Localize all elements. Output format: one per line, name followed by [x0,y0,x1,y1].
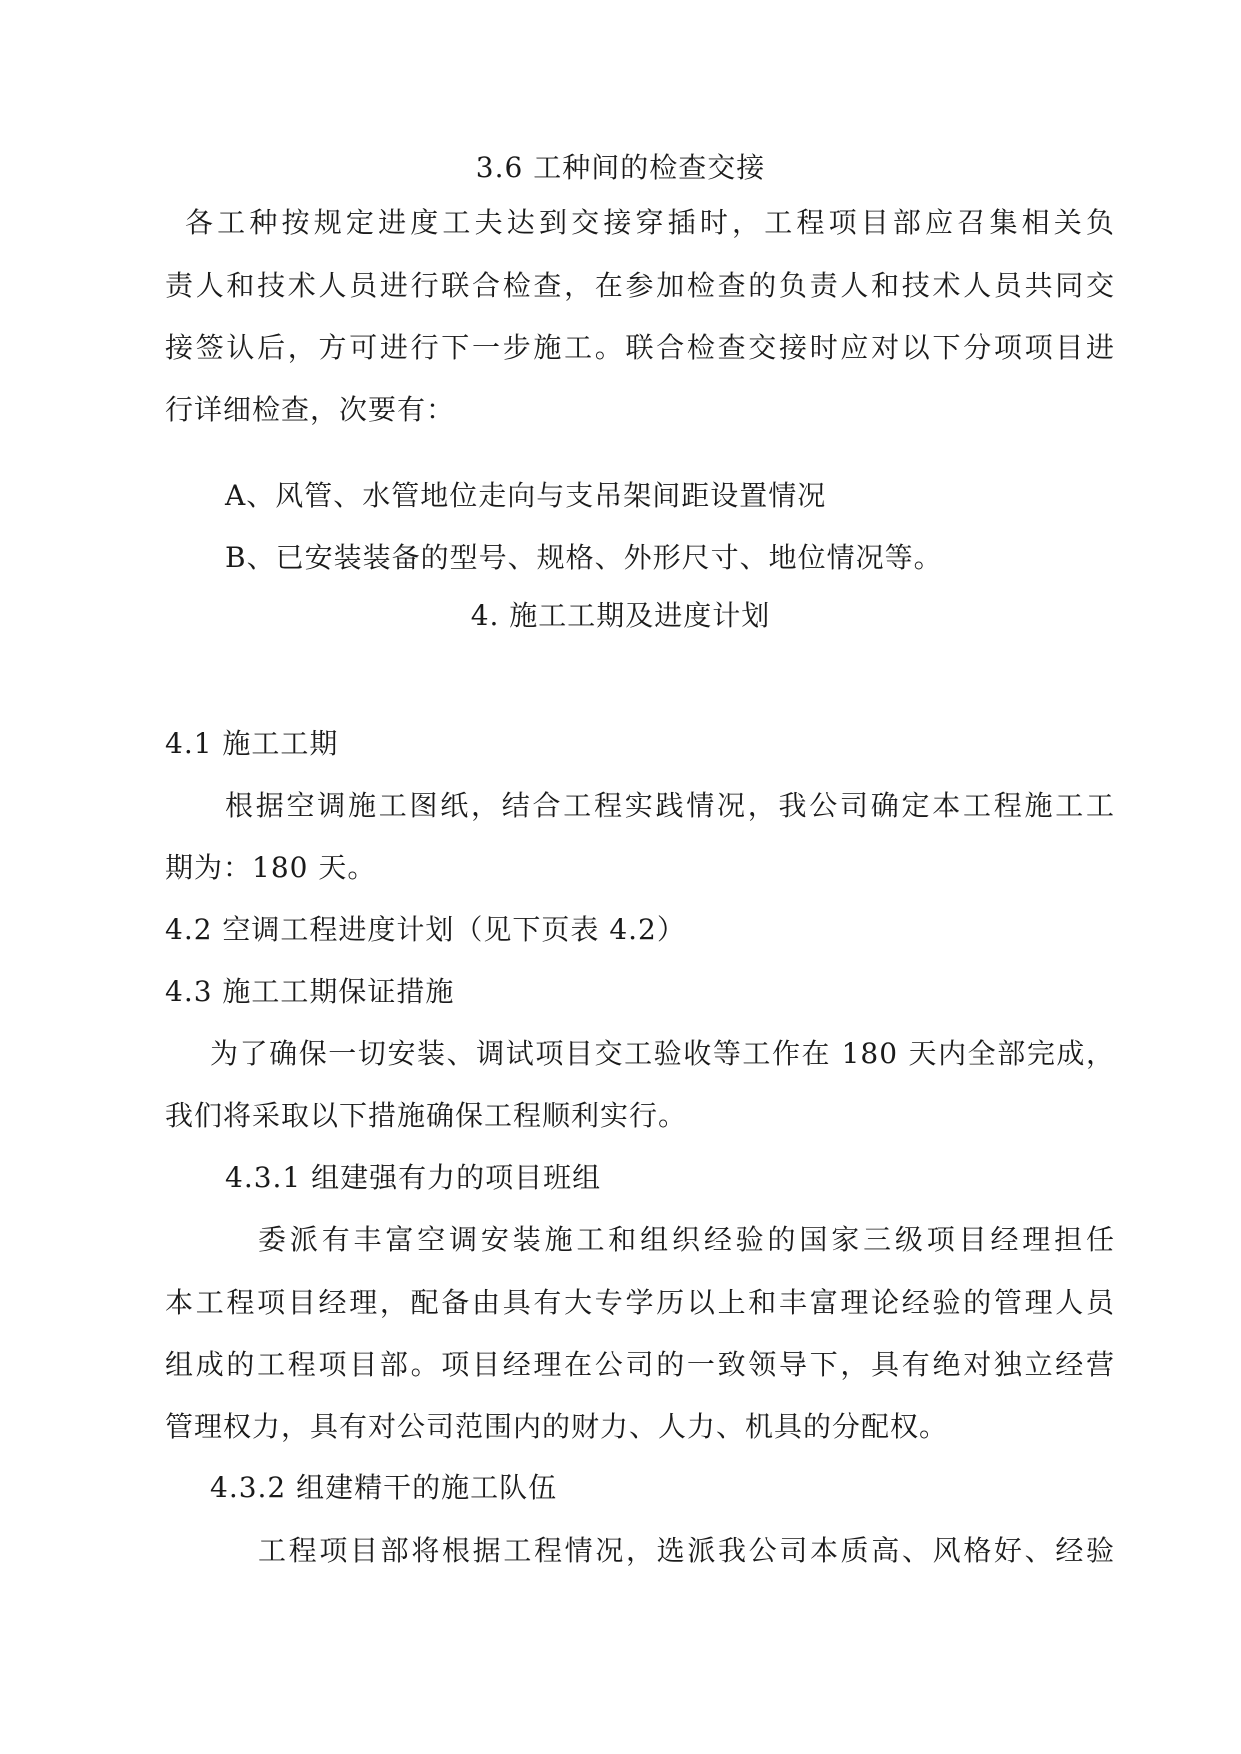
section-4-3-1-paragraph-line-4: 管理权力，具有对公司范围内的财力、人力、机具的分配权。 [165,1410,949,1443]
check-item-b: B、已安装装备的型号、规格、外形尺寸、地位情况等。 [225,541,943,574]
section-4-heading: 4. 施工工期及进度计划 [470,599,771,632]
section-4-1-paragraph-line-2: 期为：180 天。 [165,851,377,884]
section-4-1-heading: 4.1 施工工期 [165,727,339,760]
section-4-3-2-paragraph-line-1: 工程项目部将根据工程情况，选派我公司本质高、风格好、经验 [258,1534,1115,1567]
section-3-6-heading: 3.6 工种间的检查交接 [475,151,766,184]
section-3-6-paragraph-line-4: 行详细检查，次要有： [165,393,456,426]
section-4-3-paragraph-line-1: 为了确保一切安装、调试项目交工验收等工作在 180 天内全部完成， [210,1037,1115,1070]
section-4-3-2-heading: 4.3.2 组建精干的施工队伍 [210,1471,558,1504]
section-4-3-1-paragraph-line-1: 委派有丰富空调安装施工和组织经验的国家三级项目经理担任 [258,1223,1115,1256]
section-3-6-paragraph-line-2: 责人和技术人员进行联合检查，在参加检查的负责人和技术人员共同交 [165,269,1115,302]
section-4-2-heading: 4.2 空调工程进度计划（见下页表 4.2） [165,913,686,946]
section-4-1-paragraph-line-1: 根据空调施工图纸，结合工程实践情况，我公司确定本工程施工工 [225,789,1115,822]
check-item-a: A、风管、水管地位走向与支吊架间距设置情况 [225,479,827,512]
section-3-6-paragraph-line-3: 接签认后，方可进行下一步施工。联合检查交接时应对以下分项项目进 [165,331,1115,364]
section-4-3-heading: 4.3 施工工期保证措施 [165,975,455,1008]
section-4-3-1-paragraph-line-3: 组成的工程项目部。项目经理在公司的一致领导下，具有绝对独立经营 [165,1348,1115,1381]
section-4-3-1-paragraph-line-2: 本工程项目经理，配备由具有大专学历以上和丰富理论经验的管理人员 [165,1286,1115,1319]
section-3-6-paragraph-line-1: 各工种按规定进度工夫达到交接穿插时，工程项目部应召集相关负 [185,206,1115,239]
section-4-3-paragraph-line-2: 我们将采取以下措施确保工程顺利实行。 [165,1099,688,1132]
section-4-3-1-heading: 4.3.1 组建强有力的项目班组 [225,1161,602,1194]
